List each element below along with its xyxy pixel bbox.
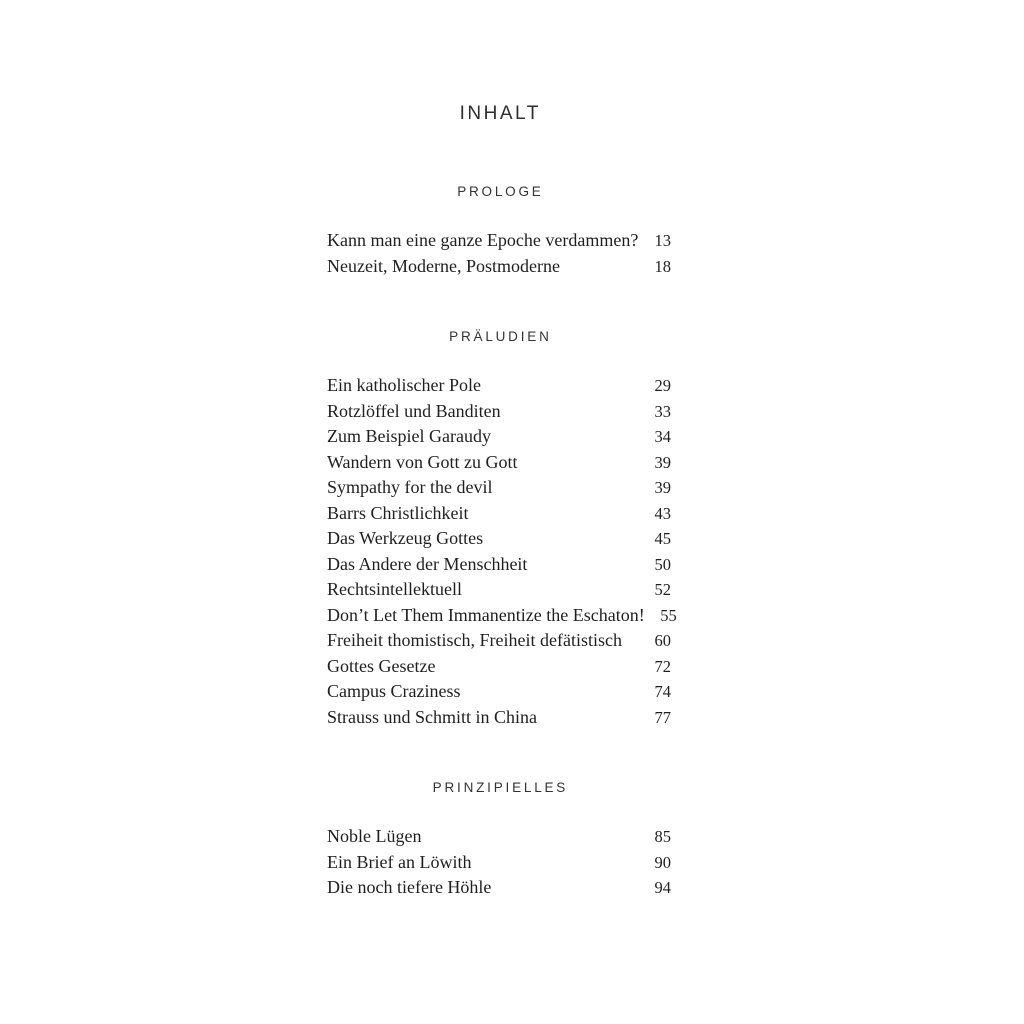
entry-page-number: 43 [654, 503, 671, 523]
entry-page-number: 29 [654, 376, 671, 395]
toc-entry [327, 373, 671, 399]
toc-entry [327, 254, 671, 280]
entry-title: Die noch tiefere Höhle [327, 877, 492, 897]
entry-title: Freiheit thomistisch, Freiheit defätistisch [327, 630, 622, 650]
entry-page-number: 34 [654, 427, 671, 446]
entry-title: Noble Lügen [327, 826, 422, 846]
toc-entry [327, 875, 671, 901]
entry-title: Barrs Christlichkeit [327, 502, 469, 523]
toc-sections [327, 184, 677, 901]
entry-page-number: 50 [654, 554, 671, 574]
toc-list [327, 373, 677, 730]
entry-page-number: 60 [654, 631, 671, 650]
entry-title: Rechtsintellektuell [327, 579, 462, 599]
section-heading: PROLOGE [457, 184, 544, 199]
entry-title: Kann man eine ganze Epoche verdammen? [327, 230, 639, 250]
toc-entry [327, 475, 671, 501]
toc-entry [327, 628, 671, 654]
toc-section [327, 780, 671, 901]
section-heading: PRINZIPIELLES [432, 780, 569, 795]
entry-title: Sympathy for the devil [327, 477, 493, 497]
entry-title: Campus Craziness [327, 681, 461, 701]
entry-title: Wandern von Gott zu Gott [327, 451, 518, 472]
toc-entry [327, 501, 671, 527]
toc-entry [327, 424, 671, 450]
toc-content [327, 0, 677, 901]
entry-page-number: 94 [654, 878, 671, 897]
entry-title: Zum Beispiel Garaudy [327, 426, 491, 446]
toc-entry [327, 824, 671, 850]
entry-page-number: 39 [654, 452, 671, 472]
toc-entry [327, 399, 671, 425]
toc-entry [327, 654, 671, 680]
toc-list [327, 228, 671, 279]
entry-page-number: 72 [654, 656, 671, 676]
entry-page-number: 33 [654, 401, 671, 421]
entry-page-number: 55 [660, 605, 677, 625]
entry-page-number: 74 [654, 682, 671, 701]
section-heading: PRÄLUDIEN [449, 329, 552, 344]
entry-title: Das Werkzeug Gottes [327, 528, 484, 548]
toc-entry [327, 228, 671, 254]
entry-page-number: 52 [654, 580, 671, 599]
entry-title: Strauss und Schmitt in China [327, 706, 538, 727]
entry-page-number: 85 [654, 827, 671, 846]
entry-title: Ein katholischer Pole [327, 375, 481, 395]
entry-page-number: 13 [654, 231, 671, 250]
toc-entry [327, 705, 671, 731]
entry-page-number: 39 [654, 478, 671, 497]
entry-title: Rotzlöffel und Banditen [327, 400, 501, 421]
toc-entry [327, 679, 671, 705]
entry-page-number: 18 [654, 256, 671, 276]
entry-title: Das Andere der Menschheit [327, 553, 528, 574]
toc-entry [327, 850, 671, 876]
toc-list [327, 824, 671, 901]
entry-title: Don’t Let Them Immanentize the Eschaton! [327, 604, 645, 625]
entry-title: Gottes Gesetze [327, 655, 436, 676]
toc-entry [327, 577, 671, 603]
entry-page-number: 45 [654, 529, 671, 548]
toc-section [327, 184, 671, 279]
entry-page-number: 90 [654, 852, 671, 872]
toc-entry [327, 526, 671, 552]
entry-page-number: 77 [654, 707, 671, 727]
entry-title: Neuzeit, Moderne, Postmoderne [327, 255, 560, 276]
entry-title: Ein Brief an Löwith [327, 851, 472, 872]
toc-entry [327, 552, 671, 578]
toc-section [327, 329, 677, 730]
toc-entry [327, 603, 677, 629]
page-title: INHALT [459, 103, 541, 124]
toc-entry [327, 450, 671, 476]
